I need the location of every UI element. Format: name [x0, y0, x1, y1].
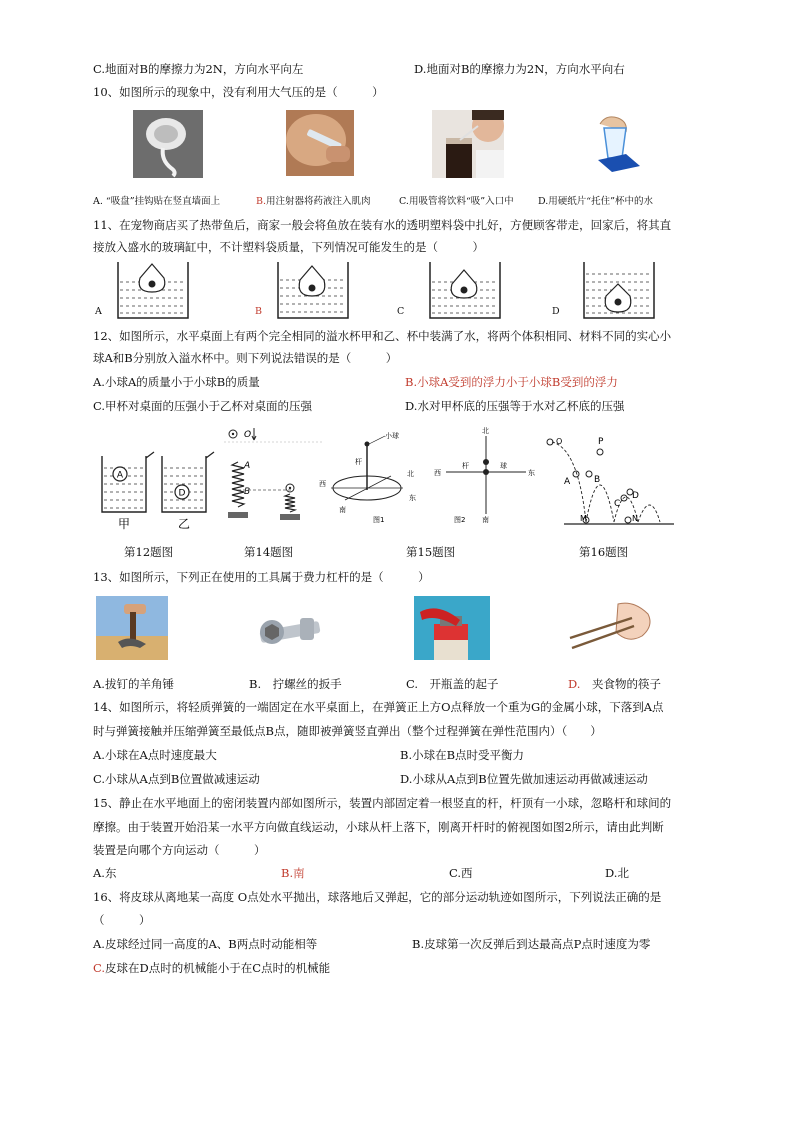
claw-hammer-photo [96, 596, 168, 660]
q12-stem-line1: 12、如图所示，水平桌面上有两个完全相同的溢水杯甲和乙、杯中装满了水，将两个体积相同、材料不同的实心小 [93, 329, 672, 343]
bounce-o-label: O [556, 437, 563, 446]
q13-option-b: B. 拧螺丝的扳手 [249, 677, 342, 691]
q11-label-c: C [397, 306, 405, 317]
svg-text:O: O [244, 430, 252, 440]
q15-option-d: D.北 [605, 866, 629, 880]
q11-stem-line2: 接放入盛水的玻璃缸中，不计塑料袋质量，下列情况可能发生的是（ ） [93, 240, 484, 254]
q13-option-a: A.拔钉的羊角锤 [93, 677, 174, 691]
q15-stem-line3: 装置是向哪个方向运动（ ） [93, 843, 266, 857]
q10-option-b: B.用注射器将药液注入肌肉 [256, 196, 371, 207]
q15-stem-line1: 15、静止在水平地面上的密闭装置内部如图所示，装置内部固定着一根竖直的杆，杆顶有一小球，忽略杆和球间的 [93, 796, 672, 810]
q13-option-c: C. 开瓶盖的起子 [406, 677, 499, 691]
bouncing-ball-figure [542, 428, 682, 528]
q14-stem-line1: 14、如图所示，将轻质弹簧的一端固定在水平桌面上，在弹簧正上方O点释放一个重为G的金属小球，下落到A点 [93, 700, 664, 714]
q12-option-a: A.小球A的质量小于小球B的质量 [93, 375, 260, 389]
bounce-b-label: B [594, 475, 601, 485]
q16-option-b: B.皮球第一次反弹后到达最高点P点时速度为零 [412, 937, 651, 951]
paper-cup-photo [586, 110, 646, 176]
fig1-south: 南 [339, 506, 346, 514]
fig2-east: 东 [528, 469, 535, 477]
fig2-ball-label: 球 [500, 462, 507, 470]
cup-label-yi: 乙 [177, 517, 191, 531]
fig2-south: 南 [482, 516, 489, 524]
q15-stem-line2: 摩擦。由于装置开始沿某一水平方向做直线运动，小球从杆上落下，刚离开杆时的俯视图如图2所示，请由此判断 [93, 820, 664, 834]
spring-label-a: A [244, 461, 251, 471]
caption-q16: 第16题图 [579, 545, 629, 559]
q16-option-a: A.皮球经过同一高度的A、B两点时动能相等 [93, 937, 318, 951]
q14-option-d: D.小球从A点到B位置先做加速运动再做减速运动 [400, 772, 648, 786]
bounce-a-label: A [564, 477, 571, 487]
q10-option-a: A. “吸盘”挂钩贴在竖直墙面上 [93, 196, 221, 207]
bounce-d-label: D [632, 491, 639, 501]
caption-q12: 第12题图 [124, 545, 174, 559]
cup-ball-a: A [116, 470, 124, 481]
q10-option-d: D.用硬纸片“托住”杯中的水 [538, 196, 654, 207]
fig1-caption: 图1 [373, 516, 385, 524]
fig1-east: 东 [409, 494, 416, 502]
top-view-fig2 [430, 422, 540, 528]
fig1-rod-label: 杆 [355, 458, 362, 466]
chopsticks-photo [566, 596, 654, 660]
bounce-p-label: P [598, 437, 604, 447]
q13-option-d: D. 夹食物的筷子 [568, 677, 661, 691]
bounce-n-label: N [632, 514, 638, 523]
syringe-photo [286, 110, 354, 176]
q10-stem: 10、如图所示的现象中，没有利用大气压的是（ ） [93, 85, 384, 99]
rod-ball-device-fig1 [315, 428, 430, 528]
q11-label-a: A [95, 306, 102, 317]
fig2-north: 北 [482, 427, 489, 435]
q9-option-d: D.地面对B的摩擦力为2N，方向水平向右 [414, 62, 625, 76]
q14-option-a: A.小球在A点时速度最大 [93, 748, 217, 762]
q14-option-c: C.小球从A点到B位置做减速运动 [93, 772, 260, 786]
q14-option-b: B.小球在B点时受平衡力 [400, 748, 525, 762]
fig2-west: 西 [434, 469, 441, 477]
fish-bag-tanks-figure [110, 258, 760, 320]
straw-drink-photo [432, 110, 504, 178]
fig2-caption: 图2 [454, 516, 466, 524]
q16-option-c: C.皮球在D点时的机械能小于在C点时的机械能 [93, 961, 331, 975]
bounce-c-label: C [614, 499, 621, 509]
cup-label-jia: 甲 [117, 517, 131, 531]
q15-option-a: A.东 [93, 866, 117, 880]
q15-option-c: C.西 [449, 866, 473, 880]
fig1-west: 西 [319, 480, 326, 488]
suction-cup-photo [133, 110, 203, 178]
q14-stem-line2: 时与弹簧接触并压缩弹簧至最低点B点，随即被弹簧竖直弹出（整个过程弹簧在弹性范围内）（ ） [93, 724, 602, 738]
q10-option-c: C.用吸管将饮料“吸”入口中 [399, 196, 514, 207]
q11-stem-line1: 11、在宠物商店买了热带鱼后，商家一般会将鱼放在装有水的透明塑料袋中扎好，方便顾客带走，回家后，将其直 [93, 218, 672, 232]
bottle-opener-photo [414, 596, 490, 660]
bounce-m-label: M [580, 514, 587, 523]
caption-q14: 第14题图 [244, 545, 294, 559]
q16-stem-line1: 16、将皮球从离地某一高度 O点处水平抛出，球落地后又弹起，它的部分运动轨迹如图所示，下列说法正确的是 [93, 890, 662, 904]
caption-q15: 第15题图 [406, 545, 456, 559]
fig1-north: 北 [407, 470, 414, 478]
fig1-ball-label: 小球 [385, 432, 399, 440]
wrench-photo [256, 596, 324, 660]
q12-option-c: C.甲杯对桌面的压强小于乙杯对桌面的压强 [93, 399, 313, 413]
q11-label-b: B [255, 306, 262, 317]
spring-figure [224, 422, 322, 528]
q9-option-c: C.地面对B的摩擦力为2N，方向水平向左 [93, 62, 304, 76]
spring-label-b: B [244, 487, 251, 497]
q12-option-d: D.水对甲杯底的压强等于水对乙杯底的压强 [405, 399, 625, 413]
q13-stem: 13、如图所示，下列正在使用的工具属于费力杠杆的是（ ） [93, 570, 430, 584]
cup-ball-d: D [178, 488, 186, 499]
fig2-rod-label: 杆 [462, 462, 469, 470]
q16-stem-line2: （ ） [93, 913, 151, 927]
q12-stem-line2: 球A和B分别放入溢水杯中。则下列说法错误的是（ ） [93, 351, 398, 365]
overflow-cups-figure [96, 440, 216, 532]
q12-option-b: B.小球A受到的浮力小于小球B受到的浮力 [405, 375, 618, 389]
q11-label-d: D [552, 306, 560, 317]
q15-option-b: B.南 [281, 866, 305, 880]
